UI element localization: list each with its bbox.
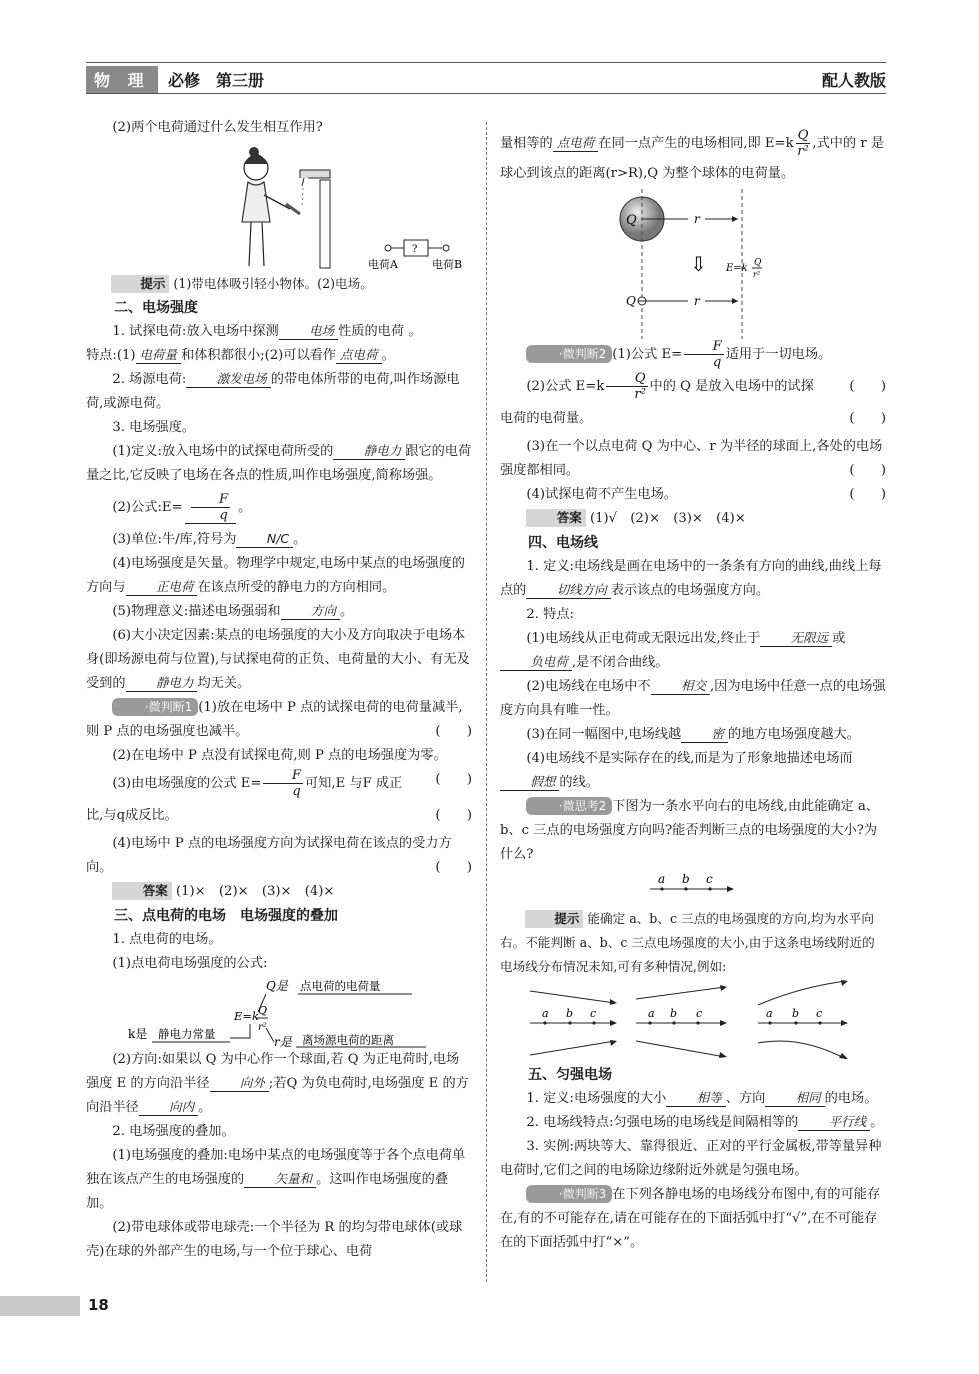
svg-text:E=k: E=k [726, 263, 748, 274]
svg-text:r是: r是 [274, 1035, 292, 1048]
para-vector: (4)电场强度是矢量。物理学中规定,电场中某点的电场强度的方向与 正电荷 在该点所受的静电力的方向相同。 [86, 556, 465, 595]
para-unit: (3)单位:牛/库,符号为 N/C 。 [112, 531, 307, 547]
svg-text:Q: Q [754, 258, 762, 268]
para-feature-4: (4)电场线不是实际存在的线,而是为了形象地描述电场而假想 的线。 [500, 747, 886, 795]
section-4-title: 四、电场线 [528, 535, 598, 551]
para-test-charge-feature: 特点:(1) 电荷量 和体积都很小;(2)可以看作 点电荷 。 [86, 347, 395, 363]
figure-sphere [500, 189, 886, 339]
para-uniform-def: 1. 定义:电场强度的大小 相等 、方向 相同 的电场。 [526, 1090, 878, 1106]
judge-1-item-4: (4)电场中 P 点的电场强度方向为试探电荷在该点的受力方向。 ( ) [86, 836, 472, 875]
para-superposition: 2. 电场强度的叠加。 [112, 1124, 235, 1139]
judge-1-item-1: ·微判断1 (1)放在电场中 P 点的试探电荷的电荷量减半,则 P 点的电场强度也减半。 ( ) [86, 700, 472, 739]
para-field-strength: 3. 电场强度。 [112, 420, 196, 435]
section-5-title: 五、匀强电场 [528, 1067, 612, 1083]
single-field-line [500, 867, 886, 907]
svg-text:c: c [706, 872, 713, 886]
para-feature-2: (2)电场线在电场中不 相交 ,因为电场中任意一点的电场强度方向具有唯一性。 [500, 678, 886, 718]
page-header [86, 62, 886, 94]
think-2: ·微思考2 下图为一条水平向右的电场线,由此能确定 a、b、c 三点的电场强度方向吗?能否判断三点的电场强度的大小?为什么? [500, 799, 880, 862]
svg-text:Q: Q [626, 294, 636, 308]
svg-text:E=k: E=k [234, 1009, 259, 1023]
figure-formula-diagram [86, 976, 472, 1048]
para-superposition-def: (1)电场强度的叠加:电场中某点的电场强度等于各个点电荷单独在该点产生的电场强度的 矢量和 。这叫作电场强度的叠加。 [86, 1148, 466, 1211]
page-number-bar [0, 1296, 80, 1316]
right-column [500, 128, 886, 1255]
svg-text:b: b [792, 1007, 800, 1020]
judge-2-item-1: ·微判断2 (1)公式 E= $\frac{F}{q}$ 适用于一切电场。 ( ) [500, 339, 886, 371]
judge-2-item-4: (4)试探电荷不产生电场。 ( ) [526, 487, 886, 502]
figure-single-line [500, 867, 886, 907]
svg-text:b: b [670, 1007, 678, 1020]
para-meaning: (5)物理意义:描述电场强弱和 方向 。 [112, 603, 354, 619]
box-label: ? [412, 244, 418, 255]
para-formula: (2)公式:E= $\frac{F}{q}$ 。 [112, 491, 252, 523]
svg-text:点电荷的电荷量: 点电荷的电荷量 [300, 979, 381, 993]
answer-2: 答案 (1)√ (2)× (3)× (4)× [500, 507, 886, 531]
svg-text:离场源电荷的距离: 离场源电荷的距离 [302, 1033, 394, 1047]
book-title: 必修 第三册 [168, 71, 265, 90]
figure-field-examples [500, 979, 886, 1063]
para-feature-3: (3)在同一幅图中,电场线越 密 的地方电场强度越大。 [526, 726, 860, 742]
charge-a-label: 电荷A [368, 258, 398, 271]
answer-1: 答案 (1)× (2)× (3)× (4)× [86, 880, 472, 904]
svg-text:r²: r² [258, 1022, 267, 1033]
para-field-line-def: 1. 定义:电场线是画在电场中的一条条有方向的曲线,曲线上每点的 切线方向 表示该点的电场强度方向。 [500, 559, 882, 598]
judge-1-item-3: (3)由电场强度的公式 E= $\frac{F}{q}$ 可知,E 与F 成正比,与q成反比。 ( ) [86, 768, 472, 823]
para-test-charge: 1. 试探电荷:放入电场中探测 电场 性质的电荷 。 [112, 323, 422, 339]
para-source-charge: 2. 场源电荷: 激发电场 的带电体所带的电荷,叫作场源电荷,或源电荷。 [86, 371, 460, 411]
judge-2-item-3: (3)在一个以点电荷 Q 为中心、r 为半径的球面上,各处的电场强度都相同。 ( ) [500, 439, 886, 478]
svg-text:a: a [658, 872, 666, 886]
formula-diagram [86, 976, 472, 1048]
para-direction: (2)方向:如果以 Q 为中心作一个球面,若 Q 为正电荷时,电场强度 E 的方向沿半径 向外 ;若Q 为负电荷时,电场强度 E 的方向沿半径 向内 。 [86, 1052, 469, 1115]
svg-text:⇩: ⇩ [690, 252, 707, 276]
page-number: 18 [88, 1296, 109, 1314]
hint-1 [86, 272, 472, 296]
figure-girl-faucet [86, 140, 472, 272]
svg-text:c: c [816, 1007, 823, 1020]
para-uniform-example: 3. 实例:两块等大、靠得很近、正对的平行金属板,带等量异种电荷时,它们之间的电场除边缘附近外就是匀强电场。 [500, 1139, 882, 1178]
para-sphere-cont: 量相等的 点电荷 在同一点产生的电场相同,即 E=k $\frac{Q}{\text{r²}}$ ,式中的 r 是球心到该点的距离(r>R),Q 为整个球体的电荷量。 [500, 128, 885, 181]
svg-text:r: r [694, 212, 700, 226]
para-point-charge: 1. 点电荷的电场。 [112, 932, 222, 947]
svg-text:c: c [696, 1007, 703, 1020]
svg-text:a: a [648, 1007, 655, 1020]
para-definition: (1)定义:放入电场中的试探电荷所受的 静电力 跟它的电荷量之比,它反映了电场在各点的性质,叫作电场强度,简称场强。 [86, 443, 472, 483]
hint-tag: 提示 [111, 275, 169, 293]
field-line-examples [500, 979, 886, 1063]
para-point-formula: (1)点电荷电场强度的公式: [112, 956, 268, 971]
hint-text: (1)带电体吸引轻小物体。(2)电场。 [173, 276, 373, 291]
section-3-title: 三、点电荷的电场 电场强度的叠加 [114, 908, 338, 924]
para-features: 2. 特点: [526, 607, 574, 622]
sphere-diagram [500, 189, 886, 339]
svg-text:b: b [566, 1007, 574, 1020]
girl-faucet-illustration [86, 140, 472, 272]
svg-text:静电力常量: 静电力常量 [158, 1027, 216, 1041]
para-uniform-lines: 2. 电场线特点:匀强电场的电场线是间隔相等的 平行线 。 [526, 1114, 884, 1130]
svg-text:k是: k是 [128, 1027, 148, 1041]
para-feature-1: (1)电场线从正电荷或无限远出发,终止于 无限远 或负电荷 ,是不闭合曲线。 [500, 627, 886, 675]
judge-3: ·微判断3 在下列各静电场的电场线分布图中,有的可能存在,有的不可能存在,请在可能存在的下面括弧中打“√”,在不可能存在的下面括弧中打“×”。 [500, 1187, 881, 1250]
svg-text:Q: Q [258, 1004, 268, 1017]
para-factors: (6)大小决定因素:某点的电场强度的大小及方向取决于电场本身(即场源电荷与位置),与试探电荷的正负、电荷量的大小、有无及受到的 静电力 均无关。 [86, 628, 470, 691]
svg-text:r: r [694, 294, 700, 308]
svg-text:a: a [542, 1007, 549, 1020]
hint-2: 提示 能确定 a、b、c 三点的电场强度的方向,均为水平向右。不能判断 a、b、c 三点电场强度的大小,由于这条电场线附近的电场线分布情况未知,可有多种情况,例如: [500, 911, 875, 974]
svg-text:Q: Q [626, 213, 637, 228]
edition-label: 配人教版 [821, 71, 886, 90]
svg-text:a: a [766, 1007, 773, 1020]
judge-2-item-2: (2)公式 E=k $\frac{Q}{\text{r²}}$ 中的 Q 是放入电场中的试探电荷的电荷量。 ( ) [500, 371, 886, 426]
svg-text:c: c [590, 1007, 597, 1020]
svg-text:b: b [682, 872, 690, 886]
subject-badge: 物 理 [86, 66, 158, 93]
judge-1-tag: ·微判断1 [112, 698, 198, 716]
column-divider [486, 122, 487, 1282]
para-sphere: (2)带电球体或带电球壳:一个半径为 R 的均匀带电球体(或球壳)在球的外部产生的电场,与一个位于球心、电荷 [86, 1220, 463, 1259]
svg-text:r²: r² [753, 270, 761, 279]
svg-text:Q是: Q是 [266, 979, 288, 993]
question-2: (2)两个电荷通过什么发生相互作用? [112, 120, 323, 135]
section-2-title: 二、电场强度 [114, 300, 198, 316]
left-column [86, 116, 472, 1264]
charge-b-label: 电荷B [432, 258, 463, 271]
judge-1-item-2: (2)在电场中 P 点没有试探电荷,则 P 点的电场强度为零。 ( ) [112, 748, 472, 787]
